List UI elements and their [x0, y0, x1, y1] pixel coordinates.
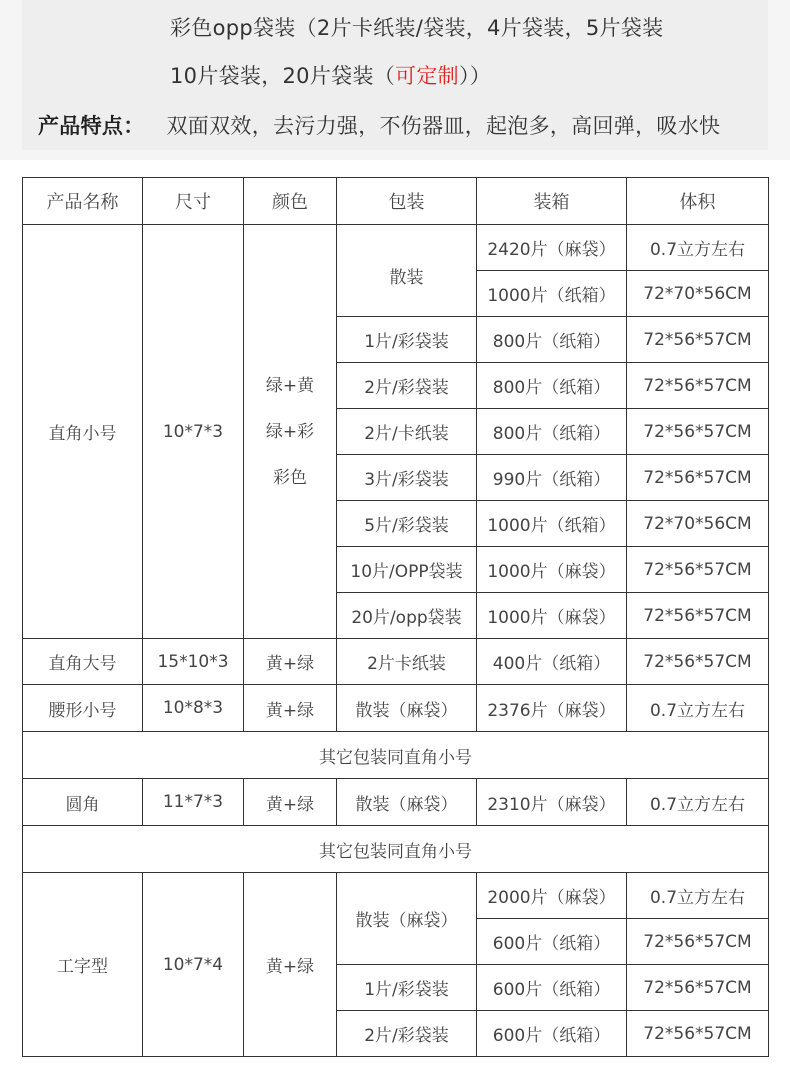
boxing-cell: 800片（纸箱） — [477, 363, 627, 409]
boxing-cell: 600片（纸箱） — [477, 919, 627, 965]
color-cell: 黄+绿 — [244, 873, 337, 1057]
size-cell: 15*10*3 — [143, 639, 244, 685]
boxing-cell: 600片（纸箱） — [477, 1011, 627, 1057]
color-option: 绿+彩 — [265, 421, 315, 442]
packaging-cell: 3片/彩袋装 — [337, 455, 477, 501]
size-cell: 10*7*4 — [143, 873, 244, 1057]
features-label: 产品特点： — [38, 114, 145, 138]
boxing-cell: 1000片（麻袋） — [477, 547, 627, 593]
volume-cell: 72*56*57CM — [627, 919, 769, 965]
volume-cell: 72*56*57CM — [627, 547, 769, 593]
volume-cell: 72*56*57CM — [627, 593, 769, 639]
volume-cell: 0.7立方左右 — [627, 685, 769, 732]
boxing-cell: 600片（纸箱） — [477, 965, 627, 1011]
boxing-cell: 990片（纸箱） — [477, 455, 627, 501]
intro-banner — [22, 0, 768, 150]
boxing-cell: 1000片（纸箱） — [477, 501, 627, 547]
boxing-cell: 800片（纸箱） — [477, 317, 627, 363]
packaging-cell: 散装 — [337, 225, 477, 317]
spec-sheet — [0, 160, 790, 1090]
boxing-cell: 2000片（麻袋） — [477, 873, 627, 919]
volume-cell: 72*70*56CM — [627, 501, 769, 547]
intro-line-2-prefix: 10片袋装，20片袋装（ — [170, 64, 396, 88]
product-spec-table — [22, 177, 769, 1057]
packaging-cell: 10片/OPP袋装 — [337, 547, 477, 593]
intro-line-2-suffix: ）） — [458, 64, 492, 88]
packaging-cell: 散装（麻袋） — [337, 873, 477, 965]
table-row — [23, 873, 769, 919]
note-cell: 其它包装同直角小号 — [23, 826, 769, 873]
packaging-cell: 2片/卡纸装 — [337, 409, 477, 455]
table-row — [23, 826, 769, 873]
product-name-cell: 直角大号 — [23, 639, 143, 685]
table-row — [23, 639, 769, 685]
volume-cell: 72*56*57CM — [627, 965, 769, 1011]
volume-cell: 72*56*57CM — [627, 639, 769, 685]
packaging-cell: 散装（麻袋） — [337, 779, 477, 826]
color-cell: 黄+绿 — [244, 639, 337, 685]
color-cell: 黄+绿 — [244, 685, 337, 732]
boxing-cell: 800片（纸箱） — [477, 409, 627, 455]
packaging-cell: 散装（麻袋） — [337, 685, 477, 732]
size-cell: 10*7*3 — [143, 225, 244, 639]
volume-cell: 72*56*57CM — [627, 409, 769, 455]
packaging-cell: 5片/彩袋装 — [337, 501, 477, 547]
table-header-row — [23, 178, 769, 225]
product-name-cell: 工字型 — [23, 873, 143, 1057]
boxing-cell: 400片（纸箱） — [477, 639, 627, 685]
boxing-cell: 2420片（麻袋） — [477, 225, 627, 271]
table-row — [23, 779, 769, 826]
intro-line-2 — [170, 60, 491, 90]
packaging-cell: 1片/彩袋装 — [337, 317, 477, 363]
volume-cell: 0.7立方左右 — [627, 873, 769, 919]
boxing-cell: 2310片（麻袋） — [477, 779, 627, 826]
boxing-cell: 1000片（麻袋） — [477, 593, 627, 639]
header-size: 尺寸 — [143, 178, 244, 225]
note-cell: 其它包装同直角小号 — [23, 732, 769, 779]
table-row — [23, 732, 769, 779]
features-text: 双面双效，去污力强，不伤器皿，起泡多，高回弹，吸水快 — [166, 114, 721, 138]
customizable-highlight: 可定制 — [395, 64, 459, 88]
product-name-cell: 直角小号 — [23, 225, 143, 639]
volume-cell: 72*56*57CM — [627, 363, 769, 409]
color-option: 绿+黄 — [265, 375, 315, 396]
intro-line-1: 彩色opp袋装（2片卡纸装/袋装，4片袋装，5片袋装 — [170, 16, 664, 40]
packaging-cell: 2片/彩袋装 — [337, 1011, 477, 1057]
header-color: 颜色 — [244, 178, 337, 225]
product-name-cell: 圆角 — [23, 779, 143, 826]
packaging-cell: 20片/opp袋装 — [337, 593, 477, 639]
volume-cell: 72*56*57CM — [627, 1011, 769, 1057]
volume-cell: 0.7立方左右 — [627, 225, 769, 271]
product-name-cell: 腰形小号 — [23, 685, 143, 732]
volume-cell: 72*70*56CM — [627, 271, 769, 317]
color-option: 彩色 — [273, 467, 307, 488]
boxing-cell: 2376片（麻袋） — [477, 685, 627, 732]
volume-cell: 0.7立方左右 — [627, 779, 769, 826]
header-boxing: 装箱 — [477, 178, 627, 225]
table-row — [23, 225, 769, 271]
volume-cell: 72*56*57CM — [627, 317, 769, 363]
header-packaging: 包装 — [337, 178, 477, 225]
table-row — [23, 685, 769, 732]
size-cell: 11*7*3 — [143, 779, 244, 826]
header-product-name: 产品名称 — [23, 178, 143, 225]
size-cell: 10*8*3 — [143, 685, 244, 732]
header-volume: 体积 — [627, 178, 769, 225]
packaging-cell: 2片卡纸装 — [337, 639, 477, 685]
features-line — [38, 110, 720, 140]
boxing-cell: 1000片（纸箱） — [477, 271, 627, 317]
volume-cell: 72*56*57CM — [627, 455, 769, 501]
packaging-cell: 1片/彩袋装 — [337, 965, 477, 1011]
color-cell: 黄+绿 — [244, 779, 337, 826]
color-cell — [244, 225, 337, 639]
packaging-cell: 2片/彩袋装 — [337, 363, 477, 409]
